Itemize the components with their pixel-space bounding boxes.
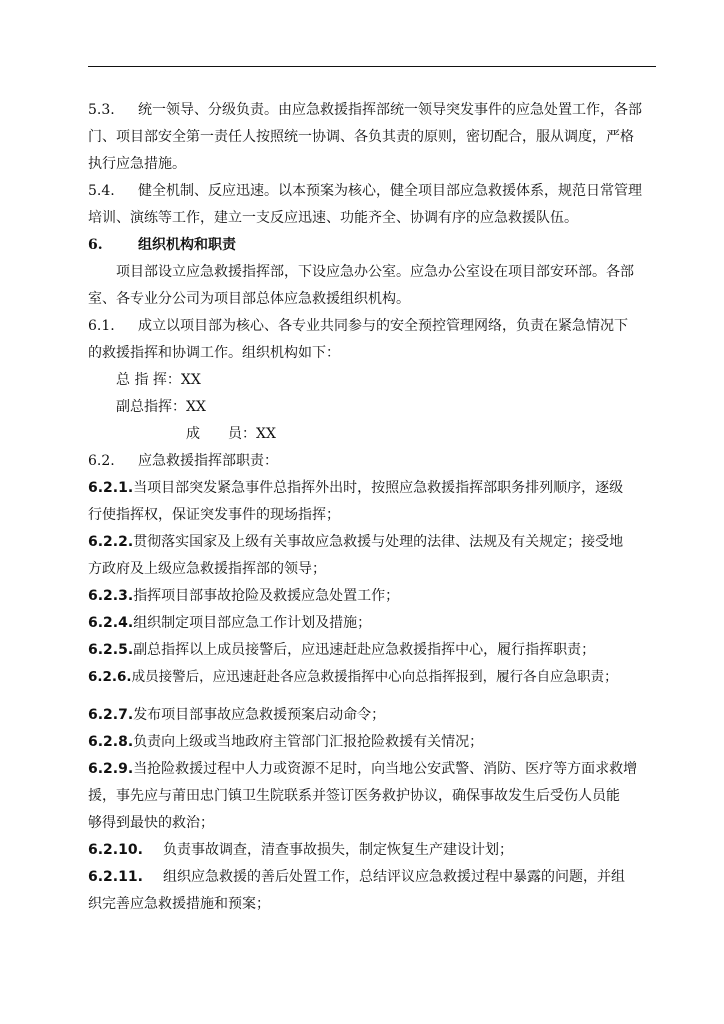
role-deputy-commander: 副总指挥：XX <box>116 399 206 415</box>
item-number: 6.2.9. <box>88 761 134 777</box>
item-number: 6.2.11. <box>88 869 143 885</box>
section-number: 5.4. <box>88 183 115 199</box>
paragraph-5-4-line-1: 5.4. 健全机制、反应迅速。以本预案为核心，健全项目部应急救援体系，规范日常管理 <box>88 183 642 199</box>
item-number: 6.2.2. <box>88 534 134 550</box>
item-6-2-10: 6.2.10. 负责事故调查，清查事故损失，制定恢复生产建设计划； <box>88 842 513 858</box>
paragraph-5-3-line-1: 5.3. 统一领导、分级负责。由应急救援指挥部统一领导突发事件的应急处置工作，各部 <box>88 102 642 118</box>
item-number: 6.2.5. <box>88 642 134 658</box>
item-6-2-6: 6.2.6.成员接警后，应迅速赶赴各应急救援指挥中心向总指挥报到，履行各自应急职责； <box>88 669 618 685</box>
item-6-2-4: 6.2.4.组织制定项目部应急工作计划及措施； <box>88 615 372 631</box>
item-6-2-7: 6.2.7.发布项目部事故应急救援预案启动命令； <box>88 707 386 723</box>
role-commander: 总 指 挥：XX <box>116 372 201 388</box>
item-6-2-9-line-1: 6.2.9.当抢险救援过程中人力或资源不足时，向当地公安武警、消防、医疗等方面求救增 <box>88 761 638 777</box>
item-number: 6.2.6. <box>88 669 132 685</box>
section-6-heading <box>88 236 668 254</box>
item-6-2-3: 6.2.3.指挥项目部事故抢险及救援应急处置工作； <box>88 588 400 604</box>
item-6-2-2-line-2: 方政府及上级应急救援指挥部的领导； <box>88 561 326 577</box>
item-6-2-11-line-1: 6.2.11. 组织应急救援的善后处置工作，总结评议应急救援过程中暴露的问题，并组 <box>88 869 625 885</box>
section-title: 应急救援指挥部职责： <box>138 453 278 469</box>
paragraph-6-1-line-1: 6.1. 成立以项目部为核心、各专业共同参与的安全预控管理网络，负责在紧急情况下 <box>88 318 628 334</box>
section-6-intro-line-2: 室、各专业分公司为项目部总体应急救援组织机构。 <box>88 291 410 307</box>
section-number: 5.3. <box>88 102 115 118</box>
header-rule <box>88 66 656 67</box>
section-number: 6.2. <box>88 453 115 469</box>
paragraph-6-1-line-2: 的救援指挥和协调工作。组织机构如下： <box>88 345 340 361</box>
item-6-2-2-line-1: 6.2.2.贯彻落实国家及上级有关事故应急救援与处理的法律、法规及有关规定；接受地 <box>88 534 624 550</box>
item-number: 6.2.10. <box>88 842 143 858</box>
paragraph-6-2 <box>88 452 668 470</box>
paragraph-5-4-line-2: 培训、演练等工作，建立一支反应迅速、功能齐全、协调有序的应急救援队伍。 <box>88 210 578 226</box>
paragraph-5-3-line-2: 门、项目部安全第一责任人按照统一协调、各负其责的原则，密切配合，服从调度，严格 <box>88 129 634 145</box>
item-number: 6.2.1. <box>88 480 134 496</box>
item-number: 6.2.3. <box>88 588 134 604</box>
item-number: 6.2.8. <box>88 734 134 750</box>
item-6-2-1-line-2: 行使指挥权，保证突发事件的现场指挥； <box>88 507 340 523</box>
section-number: 6.1. <box>88 318 115 334</box>
item-6-2-1-line-1: 6.2.1.当项目部突发紧急事件总指挥外出时，按照应急救援指挥部职务排列顺序，逐级 <box>88 480 624 496</box>
paragraph-5-3-line-3: 执行应急措施。 <box>88 156 186 172</box>
section-number: 6. <box>88 237 103 253</box>
item-6-2-11-line-2: 织完善应急救援措施和预案； <box>88 896 270 912</box>
item-6-2-9-line-2: 援，事先应与莆田忠门镇卫生院联系并签订医务救护协议，确保事故发生后受伤人员能 <box>88 788 620 804</box>
item-number: 6.2.7. <box>88 707 134 723</box>
item-number: 6.2.4. <box>88 615 134 631</box>
item-6-2-9-line-3: 够得到最快的救治； <box>88 815 214 831</box>
section-6-intro-line-1: 项目部设立应急救援指挥部，下设应急办公室。应急办公室设在项目部安环部。各部 <box>116 264 634 280</box>
role-members: 成 员：XX <box>186 426 276 442</box>
section-title: 组织机构和职责 <box>138 237 236 253</box>
item-6-2-5: 6.2.5.副总指挥以上成员接警后，应迅速赶赴应急救援指挥中心，履行指挥职责； <box>88 642 596 658</box>
item-6-2-8: 6.2.8.负责向上级或当地政府主管部门汇报抢险救援有关情况； <box>88 734 484 750</box>
